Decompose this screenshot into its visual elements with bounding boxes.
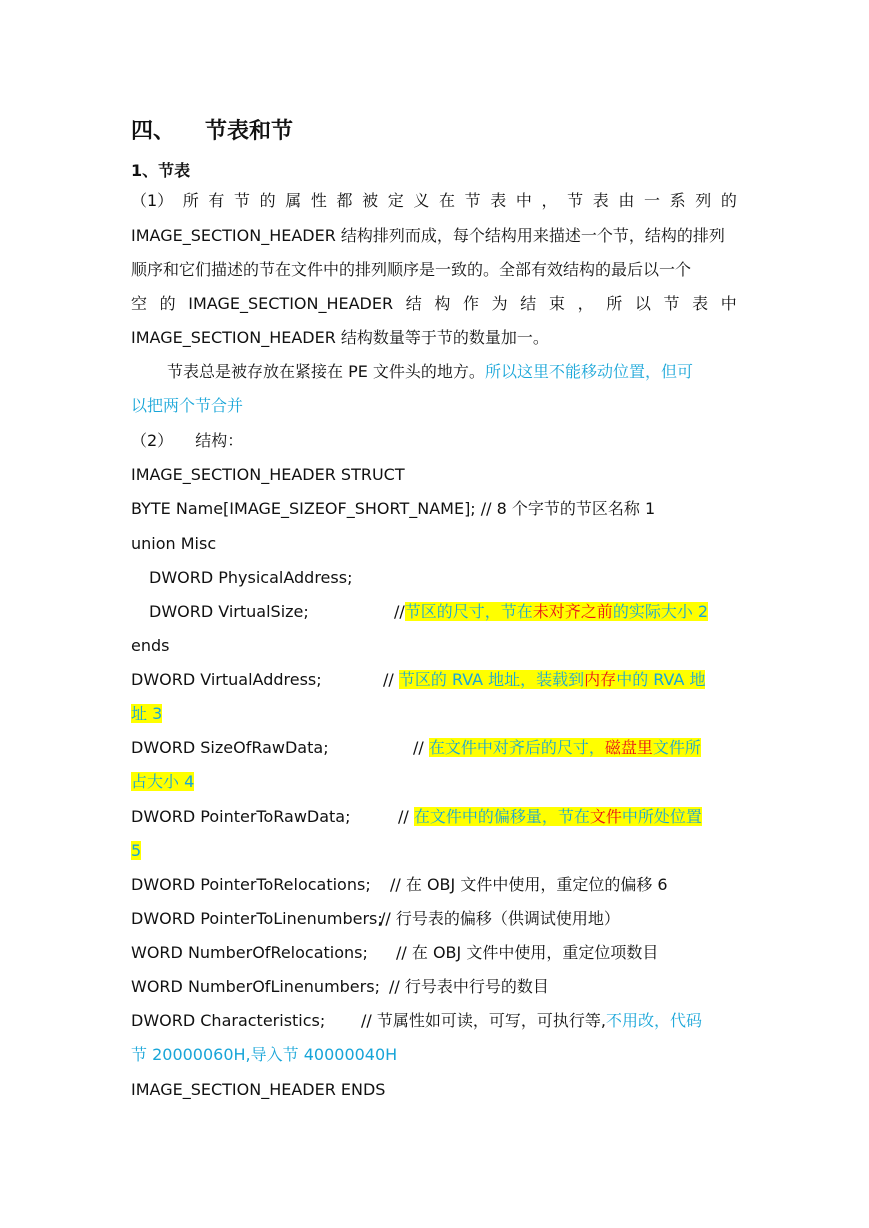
para1-line1-glyph: 节 — [464, 191, 481, 210]
para1-line4-glyph: 为 — [491, 294, 508, 313]
para1-line1-glyph: 所 — [182, 191, 199, 210]
para1-line1-glyph: 列 — [695, 191, 712, 210]
para1-line4-glyph: 的 — [159, 294, 176, 313]
code-line-virtualaddress-cont — [131, 703, 737, 725]
code-line-ends: ends — [131, 636, 170, 655]
para2-note: 所以这里不能移动位置，但可 — [484, 362, 693, 381]
para2-text: 节表总是被存放在紧接在 PE 文件头的地方。 — [167, 362, 485, 381]
para1-line1-glyph: 定 — [387, 191, 404, 210]
highlight-note: 中的 RVA 地 — [616, 670, 706, 689]
para1-line3: 顺序和它们描述的节在文件中的排列顺序是一致的。全部有效结构的最后以一个 — [131, 260, 692, 279]
comment-slash: // — [394, 602, 405, 621]
para3-line — [131, 430, 737, 452]
comment — [383, 669, 705, 691]
comment: // 行号表的偏移（供调试使用地） — [380, 909, 620, 928]
highlight-note: 的实际大小 2 — [612, 602, 709, 621]
para1-line4-glyph: 构 — [434, 294, 451, 313]
comment — [361, 1010, 702, 1032]
highlight-red: 磁盘里 — [604, 738, 653, 757]
para1-line4-glyph: IMAGE_SECTION_HEADER — [188, 294, 394, 313]
code-line-characteristics — [131, 1010, 737, 1032]
code-text: WORD NumberOfLinenumbers; — [131, 977, 380, 996]
para1-line1-glyph: 被 — [362, 191, 379, 210]
para1-line1-glyph: 节 — [567, 191, 584, 210]
code-line-numberoflinenumbers — [131, 976, 737, 998]
code-line-union: union Misc — [131, 534, 217, 553]
para1-line1-glyph: 节 — [234, 191, 251, 210]
highlight-note: 中所处位置 — [621, 807, 702, 826]
para1-line1-glyph: 的 — [259, 191, 276, 210]
para1-line4-glyph: 结 — [405, 294, 422, 313]
highlight-note: 址 3 — [131, 704, 163, 723]
code-text: DWORD SizeOfRawData; — [131, 738, 329, 757]
code-line-pointertorawdata-cont — [131, 840, 737, 862]
para1-line4-glyph: 所 — [606, 294, 623, 313]
para1-line1-glyph: 表 — [490, 191, 507, 210]
para1-line1-glyph: 在 — [439, 191, 456, 210]
code-line-virtualaddress — [131, 669, 737, 691]
para1-line4 — [131, 293, 737, 315]
para1-line4-glyph: ， — [577, 294, 594, 313]
highlight-note: 5 — [131, 841, 142, 860]
code-text: DWORD PointerToLinenumbers; — [131, 909, 383, 928]
para1-line1-glyph: 属 — [285, 191, 302, 210]
para1-line4-glyph: 以 — [634, 294, 651, 313]
para1-line1-glyph: 义 — [413, 191, 430, 210]
code-line-physical: DWORD PhysicalAddress; — [149, 568, 353, 587]
highlight-note: 文件所 — [652, 738, 701, 757]
subheading: 1、节表 — [131, 161, 191, 180]
para1-line1-glyph: ， — [541, 191, 558, 210]
comment-slash: // — [398, 807, 409, 826]
comment — [413, 737, 701, 759]
para1-line4-glyph: 表 — [692, 294, 709, 313]
para1-line4-glyph: 节 — [663, 294, 680, 313]
code-line-pointertorawdata — [131, 806, 737, 828]
comment: // 在 OBJ 文件中使用，重定位的偏移 6 — [390, 875, 668, 894]
highlight-red: 内存 — [584, 670, 617, 689]
code-line-virtualsize — [149, 601, 737, 623]
code-text: WORD NumberOfRelocations; — [131, 943, 368, 962]
code-line-struct-end: IMAGE_SECTION_HEADER ENDS — [131, 1080, 386, 1099]
para3-label: （2） — [131, 431, 174, 450]
code-text: DWORD PointerToRelocations; — [131, 875, 371, 894]
comment-text: // 节属性如可读，可写，可执行等, — [361, 1011, 606, 1030]
para1-line4-glyph: 作 — [463, 294, 480, 313]
para1-line1-glyph: 都 — [336, 191, 353, 210]
comment — [398, 806, 702, 828]
highlight-red: 文件 — [589, 807, 622, 826]
para1-line1-glyph: 中 — [515, 191, 532, 210]
para2-line1 — [167, 361, 737, 383]
para1-line1-glyph: 系 — [669, 191, 686, 210]
code-text: DWORD Characteristics; — [131, 1011, 326, 1030]
code-text: DWORD VirtualAddress; — [131, 670, 322, 689]
para1-line1-glyph: 表 — [592, 191, 609, 210]
comment: // 在 OBJ 文件中使用，重定位项数目 — [396, 943, 659, 962]
highlight-note: 占大小 4 — [131, 772, 195, 791]
code-text: DWORD VirtualSize; — [149, 602, 309, 621]
note-blue: 不用改，代码 — [605, 1011, 702, 1030]
highlight-note: 在文件中的偏移量，节在 — [413, 807, 590, 826]
para1-line5: IMAGE_SECTION_HEADER 结构数量等于节的数量加一。 — [131, 328, 549, 347]
code-line-struct: IMAGE_SECTION_HEADER STRUCT — [131, 465, 405, 484]
comment: // 行号表中行号的数目 — [389, 977, 549, 996]
code-line-sizeofrawdata — [131, 737, 737, 759]
code-line-name: BYTE Name[IMAGE_SIZEOF_SHORT_NAME]; // 8 个字节的节区名称 1 — [131, 499, 656, 518]
highlight-note: 在文件中对齐后的尺寸， — [428, 738, 605, 757]
highlight-note: 节区的 RVA 地址，装载到 — [398, 670, 585, 689]
code-line-numberofrelocations — [131, 942, 737, 964]
para1-label: （1） — [131, 191, 174, 210]
para1-line1-glyph: 性 — [310, 191, 327, 210]
para1-line2: IMAGE_SECTION_HEADER 结构排列而成，每个结构用来描述一个节，结构的排列 — [131, 226, 725, 245]
heading-title: 节表和节 — [205, 119, 294, 144]
para2-line2: 以把两个节合并 — [131, 396, 244, 415]
para1-line1-glyph: 一 — [644, 191, 661, 210]
para1-line1 — [131, 190, 737, 212]
comment-slash: // — [413, 738, 424, 757]
para1-line1-glyph: 由 — [618, 191, 635, 210]
code-line-sizeofrawdata-cont — [131, 771, 737, 793]
heading-number: 四、 — [131, 119, 176, 144]
para1-line1-glyph: 有 — [208, 191, 225, 210]
comment — [394, 601, 708, 623]
highlight-red: 未对齐之前 — [532, 602, 613, 621]
section-heading — [131, 114, 293, 145]
para1-line1-glyph: 的 — [720, 191, 737, 210]
para1-line4-glyph: 结 — [520, 294, 537, 313]
para3-title: 结构： — [195, 431, 244, 450]
code-line-pointertolinenumbers — [131, 908, 737, 930]
comment-slash: // — [383, 670, 394, 689]
code-text: DWORD PointerToRawData; — [131, 807, 351, 826]
code-line-pointertorelocations — [131, 874, 737, 896]
para1-line4-glyph: 束 — [548, 294, 565, 313]
para1-line4-glyph: 中 — [720, 294, 737, 313]
code-line-characteristics-cont: 节 20000060H,导入节 40000040H — [131, 1045, 398, 1064]
para1-line4-glyph: 空 — [131, 294, 148, 313]
highlight-note: 节区的尺寸，节在 — [404, 602, 533, 621]
